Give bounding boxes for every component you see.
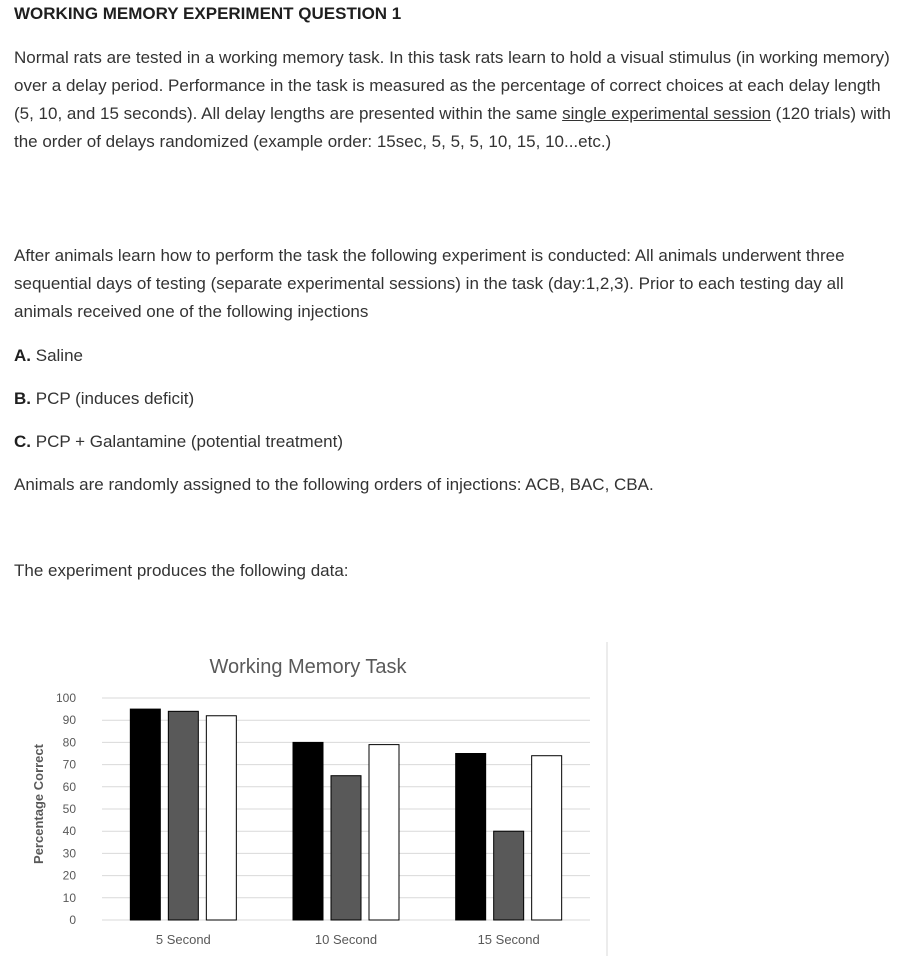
option-c-text: PCP + Galantamine (potential treatment) xyxy=(35,432,343,451)
intro-text-end: (120 trials) with the order of delays randomized (example order: 15sec, 5, 5, 5, 10, 15, 10...etc.) xyxy=(14,104,891,151)
bar-series2-cat3 xyxy=(494,831,524,920)
x-tick-labels xyxy=(156,932,540,947)
intro-text-start: Normal rats are tested in a working memory task. In this task rats learn to hold a visual stimulus (in working memory) over a delay period. Performance in the task is measured as the percentage of correct choices at each delay length (5, 10, and 15 seconds). All delay lengths are presented within the same xyxy=(14,48,890,123)
bar-series2-cat1 xyxy=(168,711,198,920)
chart-svg xyxy=(18,640,610,956)
option-a-text: Saline xyxy=(35,346,83,365)
y-tick-label: 30 xyxy=(62,846,76,861)
x-tick-label: 15 Second xyxy=(477,932,540,947)
bar-series3-cat2 xyxy=(369,745,399,920)
single-session-link[interactable]: single experimental session xyxy=(562,104,771,123)
bar-series2-cat2 xyxy=(331,776,361,920)
x-tick-label: 10 Second xyxy=(314,932,378,947)
y-tick-label: 100 xyxy=(55,691,76,705)
y-axis-label: Percentage Correct xyxy=(31,744,46,864)
assignment-text: Animals are randomly assigned to the following orders of injections: ACB, BAC, CBA. xyxy=(14,475,654,494)
page-title: WORKING MEMORY EXPERIMENT QUESTION 1 xyxy=(14,4,402,23)
bar-series3-cat1 xyxy=(206,716,236,920)
y-tick-label: 60 xyxy=(62,779,76,794)
option-a xyxy=(14,346,83,366)
y-tick-label: 40 xyxy=(62,824,76,839)
option-c xyxy=(14,432,343,452)
bars xyxy=(130,709,561,920)
chart-title: Working Memory Task xyxy=(209,656,407,678)
procedure-paragraph: After animals learn how to perform the task the following experiment is conducted: All animals underwent three sequential days of testing (separate experimental sessions) in the task (day:1,2,3). Prior to each testing day all animals received one of the following injections xyxy=(14,246,845,321)
option-b-letter: B. xyxy=(14,389,31,408)
x-tick-label: 5 Second xyxy=(155,932,211,947)
bar-series1-cat2 xyxy=(293,742,323,920)
bar-series1-cat1 xyxy=(130,709,160,920)
bar-series3-cat3 xyxy=(532,756,562,920)
y-tick-labels xyxy=(56,691,76,927)
option-b xyxy=(14,389,194,409)
y-tick-label: 0 xyxy=(69,913,76,927)
option-c-letter: C. xyxy=(14,432,31,451)
working-memory-chart xyxy=(18,640,610,956)
data-intro-text: The experiment produces the following data: xyxy=(14,561,349,580)
option-b-text: PCP (induces deficit) xyxy=(35,389,195,408)
y-tick-label: 20 xyxy=(62,868,76,883)
y-tick-label: 80 xyxy=(62,735,76,750)
bar-series1-cat3 xyxy=(456,754,486,921)
intro-paragraph xyxy=(14,44,894,156)
y-tick-label: 90 xyxy=(62,713,76,728)
y-tick-label: 50 xyxy=(62,802,76,816)
option-a-letter: A. xyxy=(14,346,31,365)
y-tick-label: 10 xyxy=(62,890,76,905)
y-tick-label: 70 xyxy=(62,757,76,772)
